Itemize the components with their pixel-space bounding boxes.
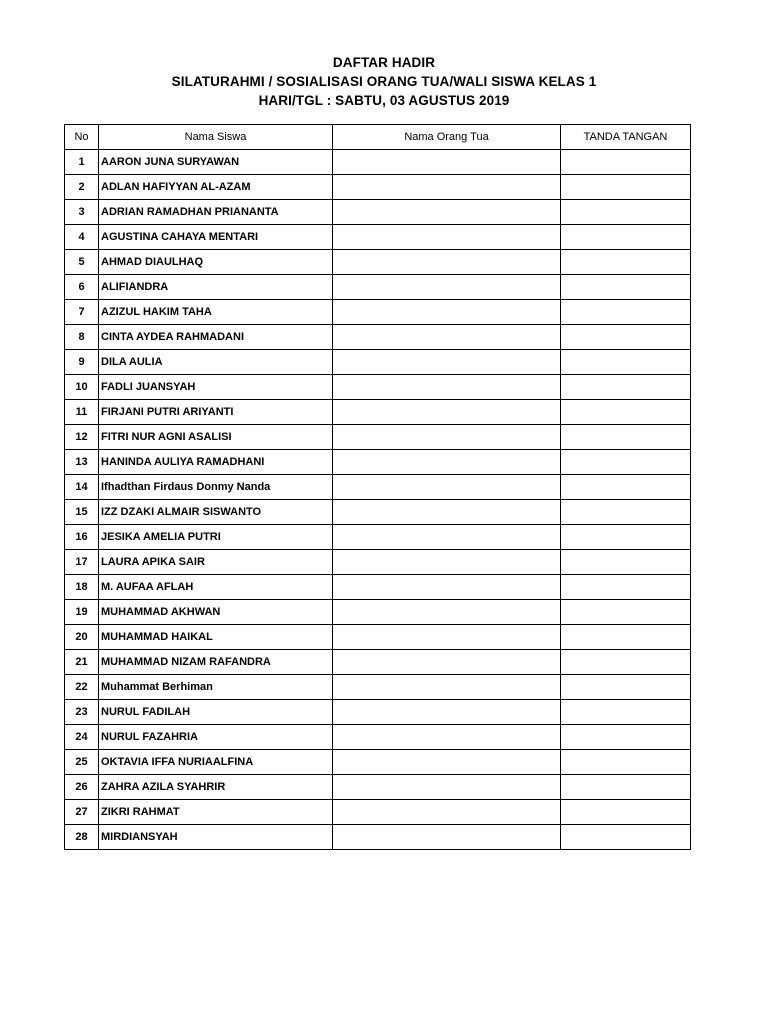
signature-cell — [561, 600, 691, 625]
table-row — [65, 700, 691, 725]
parent-name-cell — [333, 725, 561, 750]
row-number-cell: 3 — [65, 200, 99, 225]
row-number-cell: 7 — [65, 300, 99, 325]
table-row — [65, 800, 691, 825]
row-number-cell: 5 — [65, 250, 99, 275]
signature-cell — [561, 450, 691, 475]
table-row — [65, 150, 691, 175]
row-number-cell: 8 — [65, 325, 99, 350]
signature-cell — [561, 275, 691, 300]
row-number-cell: 9 — [65, 350, 99, 375]
student-name-cell: ADLAN HAFIYYAN AL-AZAM — [99, 175, 333, 200]
student-name-cell: MIRDIANSYAH — [99, 825, 333, 850]
row-number-cell: 4 — [65, 225, 99, 250]
parent-name-cell — [333, 150, 561, 175]
table-row — [65, 375, 691, 400]
table-row — [65, 575, 691, 600]
student-name-cell: Ifhadthan Firdaus Donmy Nanda — [99, 475, 333, 500]
signature-cell — [561, 825, 691, 850]
student-name-cell: FADLI JUANSYAH — [99, 375, 333, 400]
parent-name-cell — [333, 200, 561, 225]
signature-cell — [561, 775, 691, 800]
row-number-cell: 22 — [65, 675, 99, 700]
student-name-cell: NURUL FAZAHRIA — [99, 725, 333, 750]
parent-name-cell — [333, 175, 561, 200]
signature-cell — [561, 175, 691, 200]
signature-cell — [561, 525, 691, 550]
table-row — [65, 625, 691, 650]
student-name-cell: AGUSTINA CAHAYA MENTARI — [99, 225, 333, 250]
table-row — [65, 725, 691, 750]
parent-name-cell — [333, 350, 561, 375]
parent-name-cell — [333, 250, 561, 275]
student-name-cell: AHMAD DIAULHAQ — [99, 250, 333, 275]
parent-name-cell — [333, 600, 561, 625]
student-name-cell: ZAHRA AZILA SYAHRIR — [99, 775, 333, 800]
signature-cell — [561, 150, 691, 175]
signature-cell — [561, 325, 691, 350]
row-number-cell: 10 — [65, 375, 99, 400]
table-row — [65, 650, 691, 675]
table-row — [65, 600, 691, 625]
table-row — [65, 775, 691, 800]
table-row — [65, 550, 691, 575]
document-subtitle: SILATURAHMI / SOSIALISASI ORANG TUA/WALI SISWA KELAS 1 — [171, 74, 597, 89]
signature-cell — [561, 400, 691, 425]
row-number-cell: 11 — [65, 400, 99, 425]
row-number-cell: 13 — [65, 450, 99, 475]
signature-cell — [561, 250, 691, 275]
student-name-cell: AARON JUNA SURYAWAN — [99, 150, 333, 175]
column-header-nama-siswa: Nama Siswa — [99, 125, 333, 150]
student-name-cell: IZZ DZAKI ALMAIR SISWANTO — [99, 500, 333, 525]
row-number-cell: 21 — [65, 650, 99, 675]
parent-name-cell — [333, 475, 561, 500]
table-row — [65, 825, 691, 850]
student-name-cell: MUHAMMAD HAIKAL — [99, 625, 333, 650]
row-number-cell: 26 — [65, 775, 99, 800]
parent-name-cell — [333, 425, 561, 450]
row-number-cell: 23 — [65, 700, 99, 725]
parent-name-cell — [333, 750, 561, 775]
signature-cell — [561, 700, 691, 725]
signature-cell — [561, 675, 691, 700]
student-name-cell: ALIFIANDRA — [99, 275, 333, 300]
student-name-cell: Muhammat Berhiman — [99, 675, 333, 700]
student-name-cell: ADRIAN RAMADHAN PRIANANTA — [99, 200, 333, 225]
signature-cell — [561, 200, 691, 225]
student-name-cell: AZIZUL HAKIM TAHA — [99, 300, 333, 325]
row-number-cell: 12 — [65, 425, 99, 450]
column-header-no: No — [65, 125, 99, 150]
signature-cell — [561, 500, 691, 525]
document-title: DAFTAR HADIR — [332, 55, 436, 70]
signature-cell — [561, 575, 691, 600]
table-row — [65, 200, 691, 225]
student-name-cell: ZIKRI RAHMAT — [99, 800, 333, 825]
row-number-cell: 24 — [65, 725, 99, 750]
signature-cell — [561, 375, 691, 400]
parent-name-cell — [333, 625, 561, 650]
column-header-tanda-tangan: TANDA TANGAN — [561, 125, 691, 150]
table-row — [65, 675, 691, 700]
parent-name-cell — [333, 450, 561, 475]
parent-name-cell — [333, 650, 561, 675]
table-row — [65, 750, 691, 775]
parent-name-cell — [333, 275, 561, 300]
table-row — [65, 275, 691, 300]
table-row — [65, 450, 691, 475]
parent-name-cell — [333, 800, 561, 825]
row-number-cell: 18 — [65, 575, 99, 600]
signature-cell — [561, 350, 691, 375]
student-name-cell: HANINDA AULIYA RAMADHANI — [99, 450, 333, 475]
table-row — [65, 175, 691, 200]
parent-name-cell — [333, 500, 561, 525]
table-row — [65, 500, 691, 525]
signature-cell — [561, 725, 691, 750]
table-row — [65, 425, 691, 450]
table-header-row — [65, 125, 691, 150]
student-name-cell: MUHAMMAD AKHWAN — [99, 600, 333, 625]
signature-cell — [561, 225, 691, 250]
student-name-cell: DILA AULIA — [99, 350, 333, 375]
signature-cell — [561, 800, 691, 825]
signature-cell — [561, 650, 691, 675]
student-name-cell: LAURA APIKA SAIR — [99, 550, 333, 575]
student-name-cell: OKTAVIA IFFA NURIAALFINA — [99, 750, 333, 775]
row-number-cell: 19 — [65, 600, 99, 625]
parent-name-cell — [333, 550, 561, 575]
row-number-cell: 6 — [65, 275, 99, 300]
signature-cell — [561, 625, 691, 650]
table-row — [65, 350, 691, 375]
row-number-cell: 14 — [65, 475, 99, 500]
table-row — [65, 250, 691, 275]
student-name-cell: CINTA AYDEA RAHMADANI — [99, 325, 333, 350]
attendance-table — [64, 124, 691, 850]
row-number-cell: 27 — [65, 800, 99, 825]
parent-name-cell — [333, 400, 561, 425]
document-date: HARI/TGL : SABTU, 03 AGUSTUS 2019 — [258, 93, 510, 108]
table-row — [65, 300, 691, 325]
parent-name-cell — [333, 375, 561, 400]
student-name-cell: JESIKA AMELIA PUTRI — [99, 525, 333, 550]
student-name-cell: FIRJANI PUTRI ARIYANTI — [99, 400, 333, 425]
parent-name-cell — [333, 525, 561, 550]
row-number-cell: 16 — [65, 525, 99, 550]
parent-name-cell — [333, 675, 561, 700]
signature-cell — [561, 475, 691, 500]
row-number-cell: 25 — [65, 750, 99, 775]
row-number-cell: 20 — [65, 625, 99, 650]
signature-cell — [561, 550, 691, 575]
table-row — [65, 525, 691, 550]
parent-name-cell — [333, 300, 561, 325]
row-number-cell: 1 — [65, 150, 99, 175]
parent-name-cell — [333, 575, 561, 600]
table-body — [65, 150, 691, 850]
student-name-cell: MUHAMMAD NIZAM RAFANDRA — [99, 650, 333, 675]
parent-name-cell — [333, 325, 561, 350]
parent-name-cell — [333, 775, 561, 800]
table-row — [65, 475, 691, 500]
document-header — [0, 53, 768, 110]
row-number-cell: 17 — [65, 550, 99, 575]
table-row — [65, 325, 691, 350]
parent-name-cell — [333, 700, 561, 725]
table-row — [65, 400, 691, 425]
parent-name-cell — [333, 225, 561, 250]
row-number-cell: 2 — [65, 175, 99, 200]
signature-cell — [561, 425, 691, 450]
student-name-cell: M. AUFAA AFLAH — [99, 575, 333, 600]
student-name-cell: NURUL FADILAH — [99, 700, 333, 725]
signature-cell — [561, 750, 691, 775]
parent-name-cell — [333, 825, 561, 850]
row-number-cell: 15 — [65, 500, 99, 525]
column-header-nama-orang-tua: Nama Orang Tua — [333, 125, 561, 150]
table-row — [65, 225, 691, 250]
row-number-cell: 28 — [65, 825, 99, 850]
student-name-cell: FITRI NUR AGNI ASALISI — [99, 425, 333, 450]
signature-cell — [561, 300, 691, 325]
